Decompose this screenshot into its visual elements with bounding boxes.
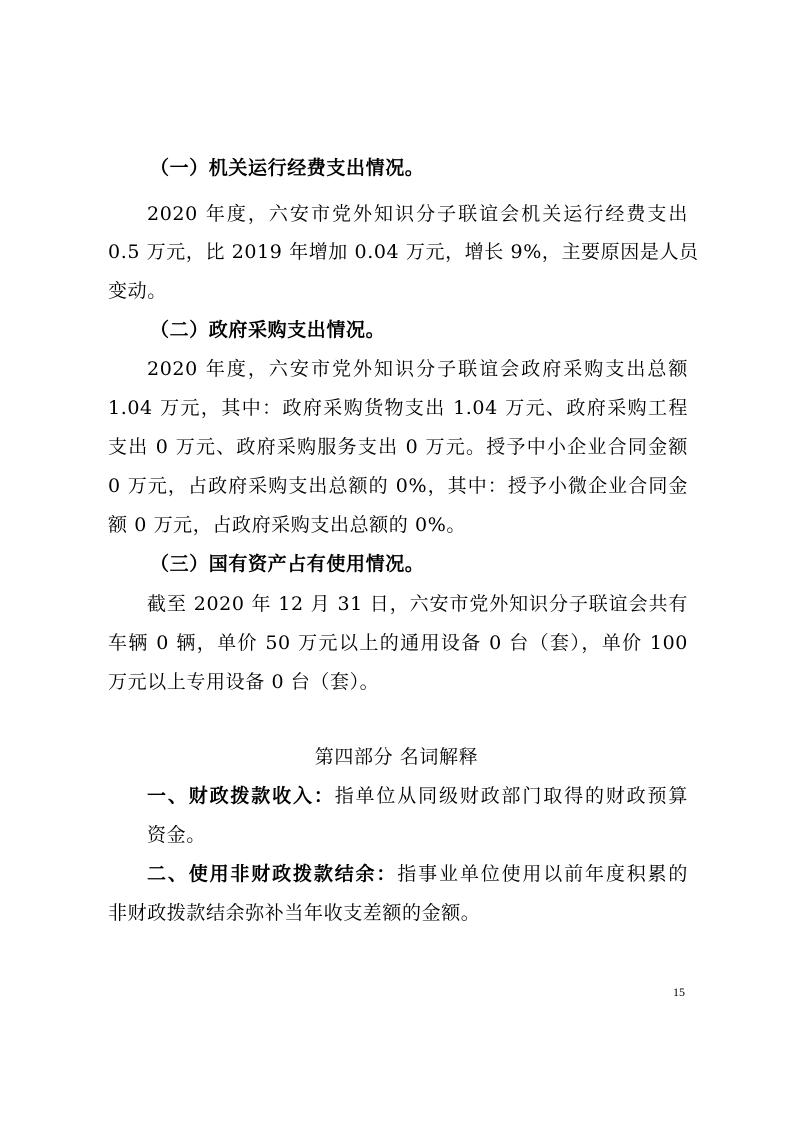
- paragraph-line: 非财政拨款结余弥补当年收支差额的金额。: [108, 902, 481, 924]
- paragraph-line: 万元以上专用设备 0 台（套）。: [108, 671, 380, 693]
- paragraph-line: 资金。: [147, 824, 206, 846]
- page-number: 15: [673, 985, 685, 999]
- term-label: 一、财政拨款收入：: [147, 785, 335, 807]
- paragraph-line: 0.5 万元，比 2019 年增加 0.04 万元，增长 9%，主要原因是人员: [108, 241, 699, 263]
- term-definition-1: [147, 784, 688, 808]
- term-text: 指事业单位使用以前年度积累的: [397, 863, 689, 885]
- paragraph-line: 变动。: [108, 280, 167, 302]
- section-heading-state-assets: （三）国有资产占有使用情况。: [150, 553, 425, 575]
- part-title: 第四部分 名词解释: [314, 746, 479, 768]
- section-heading-operating-expenses: （一）机关运行经费支出情况。: [150, 157, 425, 179]
- term-definition-2: [147, 862, 688, 886]
- section-heading-procurement: （二）政府采购支出情况。: [150, 319, 386, 341]
- term-text: 指单位从同级财政部门取得的财政预算: [334, 785, 688, 807]
- paragraph-line: 车辆 0 辆，单价 50 万元以上的通用设备 0 台（套），单价 100: [108, 632, 688, 654]
- term-label: 二、使用非财政拨款结余：: [147, 863, 398, 885]
- paragraph-line: 截至 2020 年 12 月 31 日，六安市党外知识分子联谊会共有: [147, 593, 688, 615]
- paragraph-line: 支出 0 万元、政府采购服务支出 0 万元。授予中小企业合同金额: [108, 436, 688, 458]
- paragraph-line: 1.04 万元，其中：政府采购货物支出 1.04 万元、政府采购工程: [108, 397, 688, 419]
- paragraph-line: 2020 年度，六安市党外知识分子联谊会机关运行经费支出: [147, 203, 688, 225]
- paragraph-line: 0 万元，占政府采购支出总额的 0%，其中：授予小微企业合同金: [108, 475, 688, 497]
- paragraph-line: 2020 年度，六安市党外知识分子联谊会政府采购支出总额: [147, 358, 688, 380]
- paragraph-line: 额 0 万元，占政府采购支出总额的 0%。: [108, 514, 466, 536]
